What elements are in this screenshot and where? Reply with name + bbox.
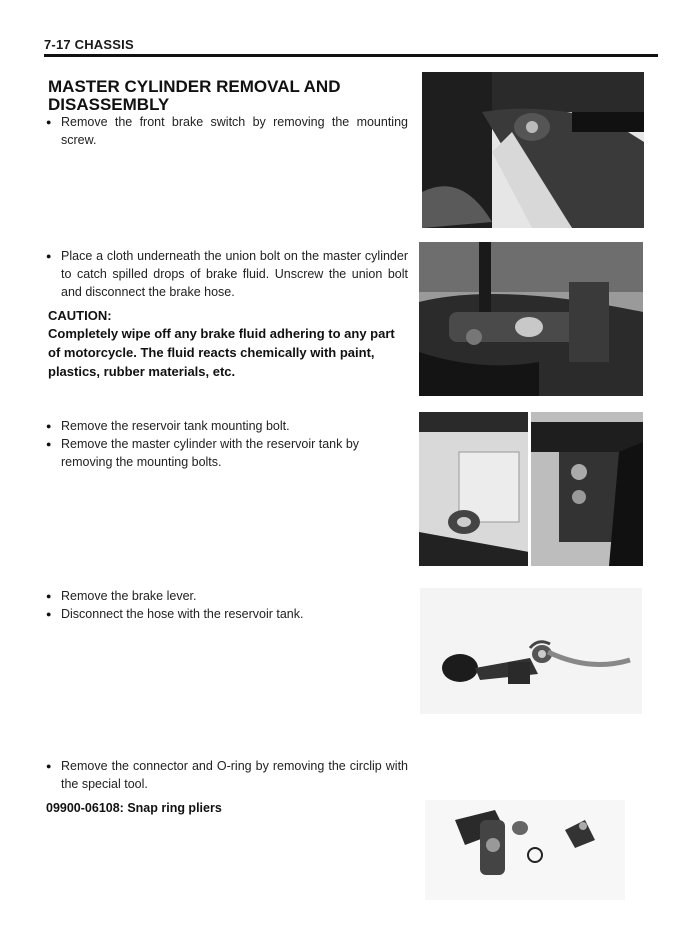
- step-remove-reservoir-bolt: ● Remove the reservoir tank mounting bolt.: [46, 417, 408, 435]
- caution-heading: CAUTION:: [48, 308, 112, 323]
- page-header: [44, 36, 658, 57]
- step-list-2: [46, 247, 408, 301]
- special-tool-note: 09900-06108: Snap ring pliers: [46, 801, 222, 815]
- step-remove-master-cylinder: ● Remove the master cylinder with the reservoir tank by removing the mounting bolts.: [46, 435, 408, 471]
- step-list-1: [46, 113, 408, 149]
- step-list-3: [46, 417, 408, 471]
- step-list-4: [46, 587, 408, 623]
- step-list-5: [46, 757, 408, 793]
- photo-master-cylinder: [419, 412, 643, 566]
- section-title-line2: DISASSEMBLY: [48, 95, 170, 114]
- step-remove-brake-lever: ● Remove the brake lever.: [46, 587, 408, 605]
- photo-brake-lever: [420, 588, 642, 714]
- photo-connector-oring: [425, 800, 625, 900]
- step-place-cloth: ● Place a cloth underneath the union bolt on the master cylinder to catch spilled drops of brake fluid. Unscrew the union bolt and disconnect the brake hose.: [46, 247, 408, 301]
- caution-text: Completely wipe off any brake fluid adhering to any part of motorcycle. The fluid reacts chemically with paint, plastics, rubber materials, etc.: [48, 326, 395, 379]
- section-title-line1: MASTER CYLINDER REMOVAL AND: [48, 77, 341, 96]
- header-title: 7-17 CHASSIS: [44, 37, 134, 52]
- section-title: [48, 78, 408, 114]
- step-remove-connector: ● Remove the connector and O-ring by removing the circlip with the special tool.: [46, 757, 408, 793]
- photo-brake-switch: [422, 72, 644, 228]
- step-remove-brake-switch: ● Remove the front brake switch by removing the mounting screw.: [46, 113, 408, 149]
- step-disconnect-hose: ● Disconnect the hose with the reservoir tank.: [46, 605, 408, 623]
- photo-union-bolt: [419, 242, 643, 396]
